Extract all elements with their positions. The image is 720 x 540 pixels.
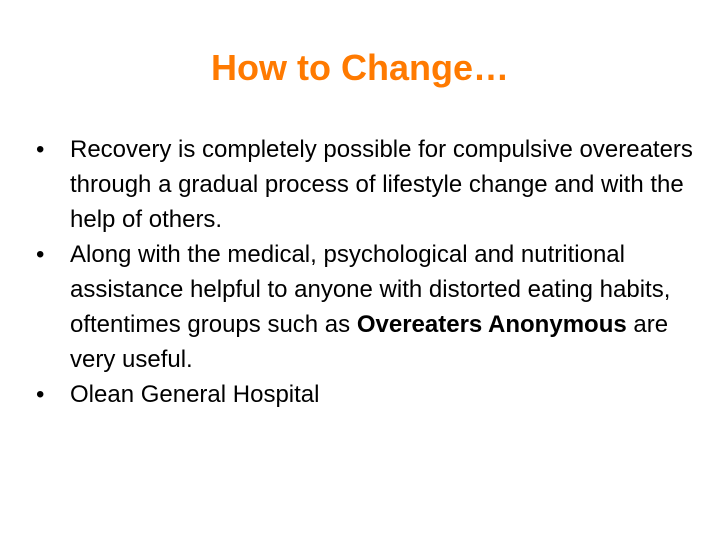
bullet-item [36, 132, 696, 237]
bullet-icon: • [36, 381, 45, 408]
bullet-list [36, 132, 696, 412]
bullet-item [36, 237, 696, 377]
bullet-icon: • [36, 136, 45, 163]
bullet-icon: • [36, 241, 45, 268]
bullet-text-after: are very useful. [70, 311, 669, 373]
bullet-item [36, 377, 696, 412]
bullet-text-before: Along with the medical, psychological and nutritional assistance helpful to anyone with distorted eating habits, oftentimes groups such as [70, 241, 671, 338]
bullet-text: Recovery is completely possible for compulsive overeaters through a gradual process of lifestyle change and with the help of others. [70, 136, 693, 233]
bullet-text-bold: Overeaters Anonymous [356, 311, 627, 338]
bullet-text: Olean General Hospital [70, 381, 320, 408]
slide-title: How to Change… [211, 47, 509, 88]
